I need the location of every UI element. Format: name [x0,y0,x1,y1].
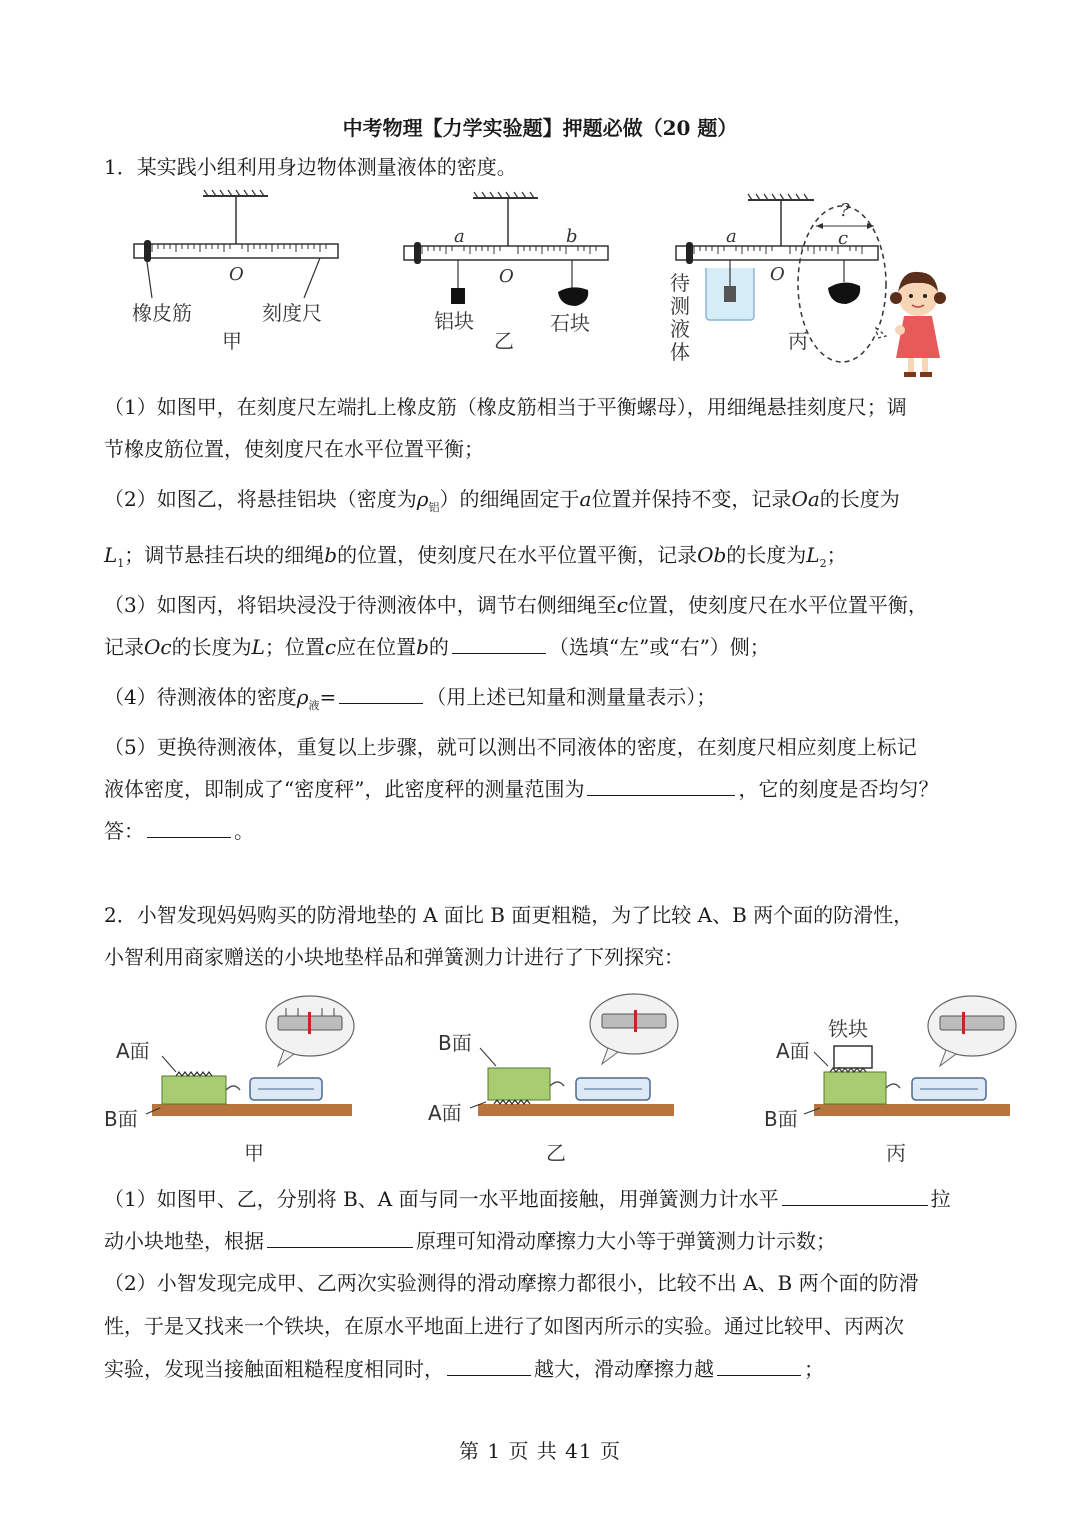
fig-label-a-face: A面 [116,1039,150,1063]
fig-label-a: a [454,226,465,247]
q1-figure-yi [398,188,618,358]
fig-label-b-face: B面 [764,1107,798,1131]
q2-stem-line1: 2．小智发现妈妈购买的防滑地垫的 A 面比 B 面更粗糙，为了比较 A、B 两个面的防滑性， [104,903,914,927]
q1-part1-line2: 节橡皮筋位置，使刻度尺在水平位置平衡； [104,437,484,461]
answer-blank-uniform[interactable] [147,817,231,838]
fig-label-o: O [770,264,785,285]
q1-figure-bing [666,188,956,383]
fig-label-o: O [499,266,514,287]
q1-stem: 1．某实践小组利用身边物体测量液体的密度。 [104,155,517,179]
q2-figure-yi [420,990,690,1170]
fig-label-iron: 铁块 [828,1017,868,1041]
fig-label-b-face: B面 [104,1107,138,1131]
q2-stem-line2: 小智利用商家赠送的小块地垫样品和弹簧测力计进行了下列探究： [104,945,684,969]
fig-label-a-face: A面 [428,1101,462,1125]
fig-label-b-face: B面 [438,1031,472,1055]
q2-figure-bing [758,990,1022,1170]
answer-blank-range[interactable] [587,775,735,796]
answer-blank-pull[interactable] [782,1185,928,1206]
q1-part5-line2: 液体密度，即制成了“密度秤”，此密度秤的测量范围为 ，它的刻度是否均匀？ [104,777,939,801]
q2-figure-jia [100,990,360,1170]
q2-part2-line3: 实验，发现当接触面粗糙程度相同时， 越大，滑动摩擦力越 ； [104,1357,824,1381]
q2-part2-line2: 性，于是又找来一个铁块，在原水平地面上进行了如图丙所示的实验。通过比较甲、丙两次 [104,1314,904,1338]
fig-label-question: ? [840,200,850,221]
q1-part3-line2: 记录Oc的长度为L；位置c应在位置b的 （选填“左”或“右”）侧； [104,635,770,659]
q2-part1-line1: （1）如图甲、乙，分别将 B、A 面与同一水平地面接触，用弹簧测力计水平 拉 [104,1187,951,1211]
fig-label-yi: 乙 [546,1141,566,1165]
fig-label-ruler: 刻度尺 [262,301,322,325]
page-footer: 第 1 页 共 41 页 [459,1439,621,1463]
q1-part5-line3: 答： 。 [104,819,254,843]
q1-part5-line1: （5）更换待测液体，重复以上步骤，就可以测出不同液体的密度，在刻度尺相应刻度上标记 [104,735,917,759]
fig-label-bing: 丙 [788,329,808,353]
answer-blank-side[interactable] [452,633,546,654]
fig-label-jia: 甲 [222,329,242,353]
fig-label-bing: 丙 [886,1141,906,1165]
answer-blank-principle[interactable] [267,1227,413,1248]
fig-label-c: c [838,228,849,249]
fig-label-o: O [229,264,244,285]
fig-label-rubber-band: 橡皮筋 [132,301,192,325]
q2-part2-line1: （2）小智发现完成甲、乙两次实验测得的滑动摩擦力都很小，比较不出 A、B 两个面的防滑 [104,1271,919,1295]
q2-part1-line2: 动小块地垫，根据 原理可知滑动摩擦力大小等于弹簧测力计示数； [104,1229,836,1253]
q1-part4: （4）待测液体的密度$\rho_液=$ （用上述已知量和测量量表示）； [104,685,717,712]
page-title: 中考物理【力学实验题】押题必做（20 题） [342,116,738,140]
fig-label-b: b [566,226,578,247]
fig-label-a: a [726,226,737,247]
fig-label-yi: 乙 [494,329,514,353]
q1-part3-line1: （3）如图丙，将铝块浸没于待测液体中，调节右侧细绳至c位置，使刻度尺在水平位置平衡， [104,593,928,617]
answer-blank-pressure[interactable] [447,1355,531,1376]
q1-figure-jia [128,188,348,358]
answer-blank-friction[interactable] [717,1355,801,1376]
q1-part1-line1: （1）如图甲，在刻度尺左端扎上橡皮筋（橡皮筋相当于平衡螺母），用细绳悬挂刻度尺；调 [104,395,907,419]
q1-part2-line1: （2）如图乙，将悬挂铝块（密度为$\rho_铝$）的细绳固定于a位置并保持不变，记录Oa的长度为 [104,487,900,514]
fig-label-stone: 石块 [550,311,590,335]
fig-label-jia: 甲 [244,1141,264,1165]
fig-label-liquid: 待测液体 [670,271,690,364]
q1-part2-line2: $L_1$；调节悬挂石块的细绳b的位置，使刻度尺在水平位置平衡，记录Ob的长度为$L_2$； [104,543,847,570]
fig-label-a-face: A面 [776,1039,810,1063]
fig-label-aluminum: 铝块 [434,309,474,333]
answer-blank-density[interactable] [339,683,423,704]
